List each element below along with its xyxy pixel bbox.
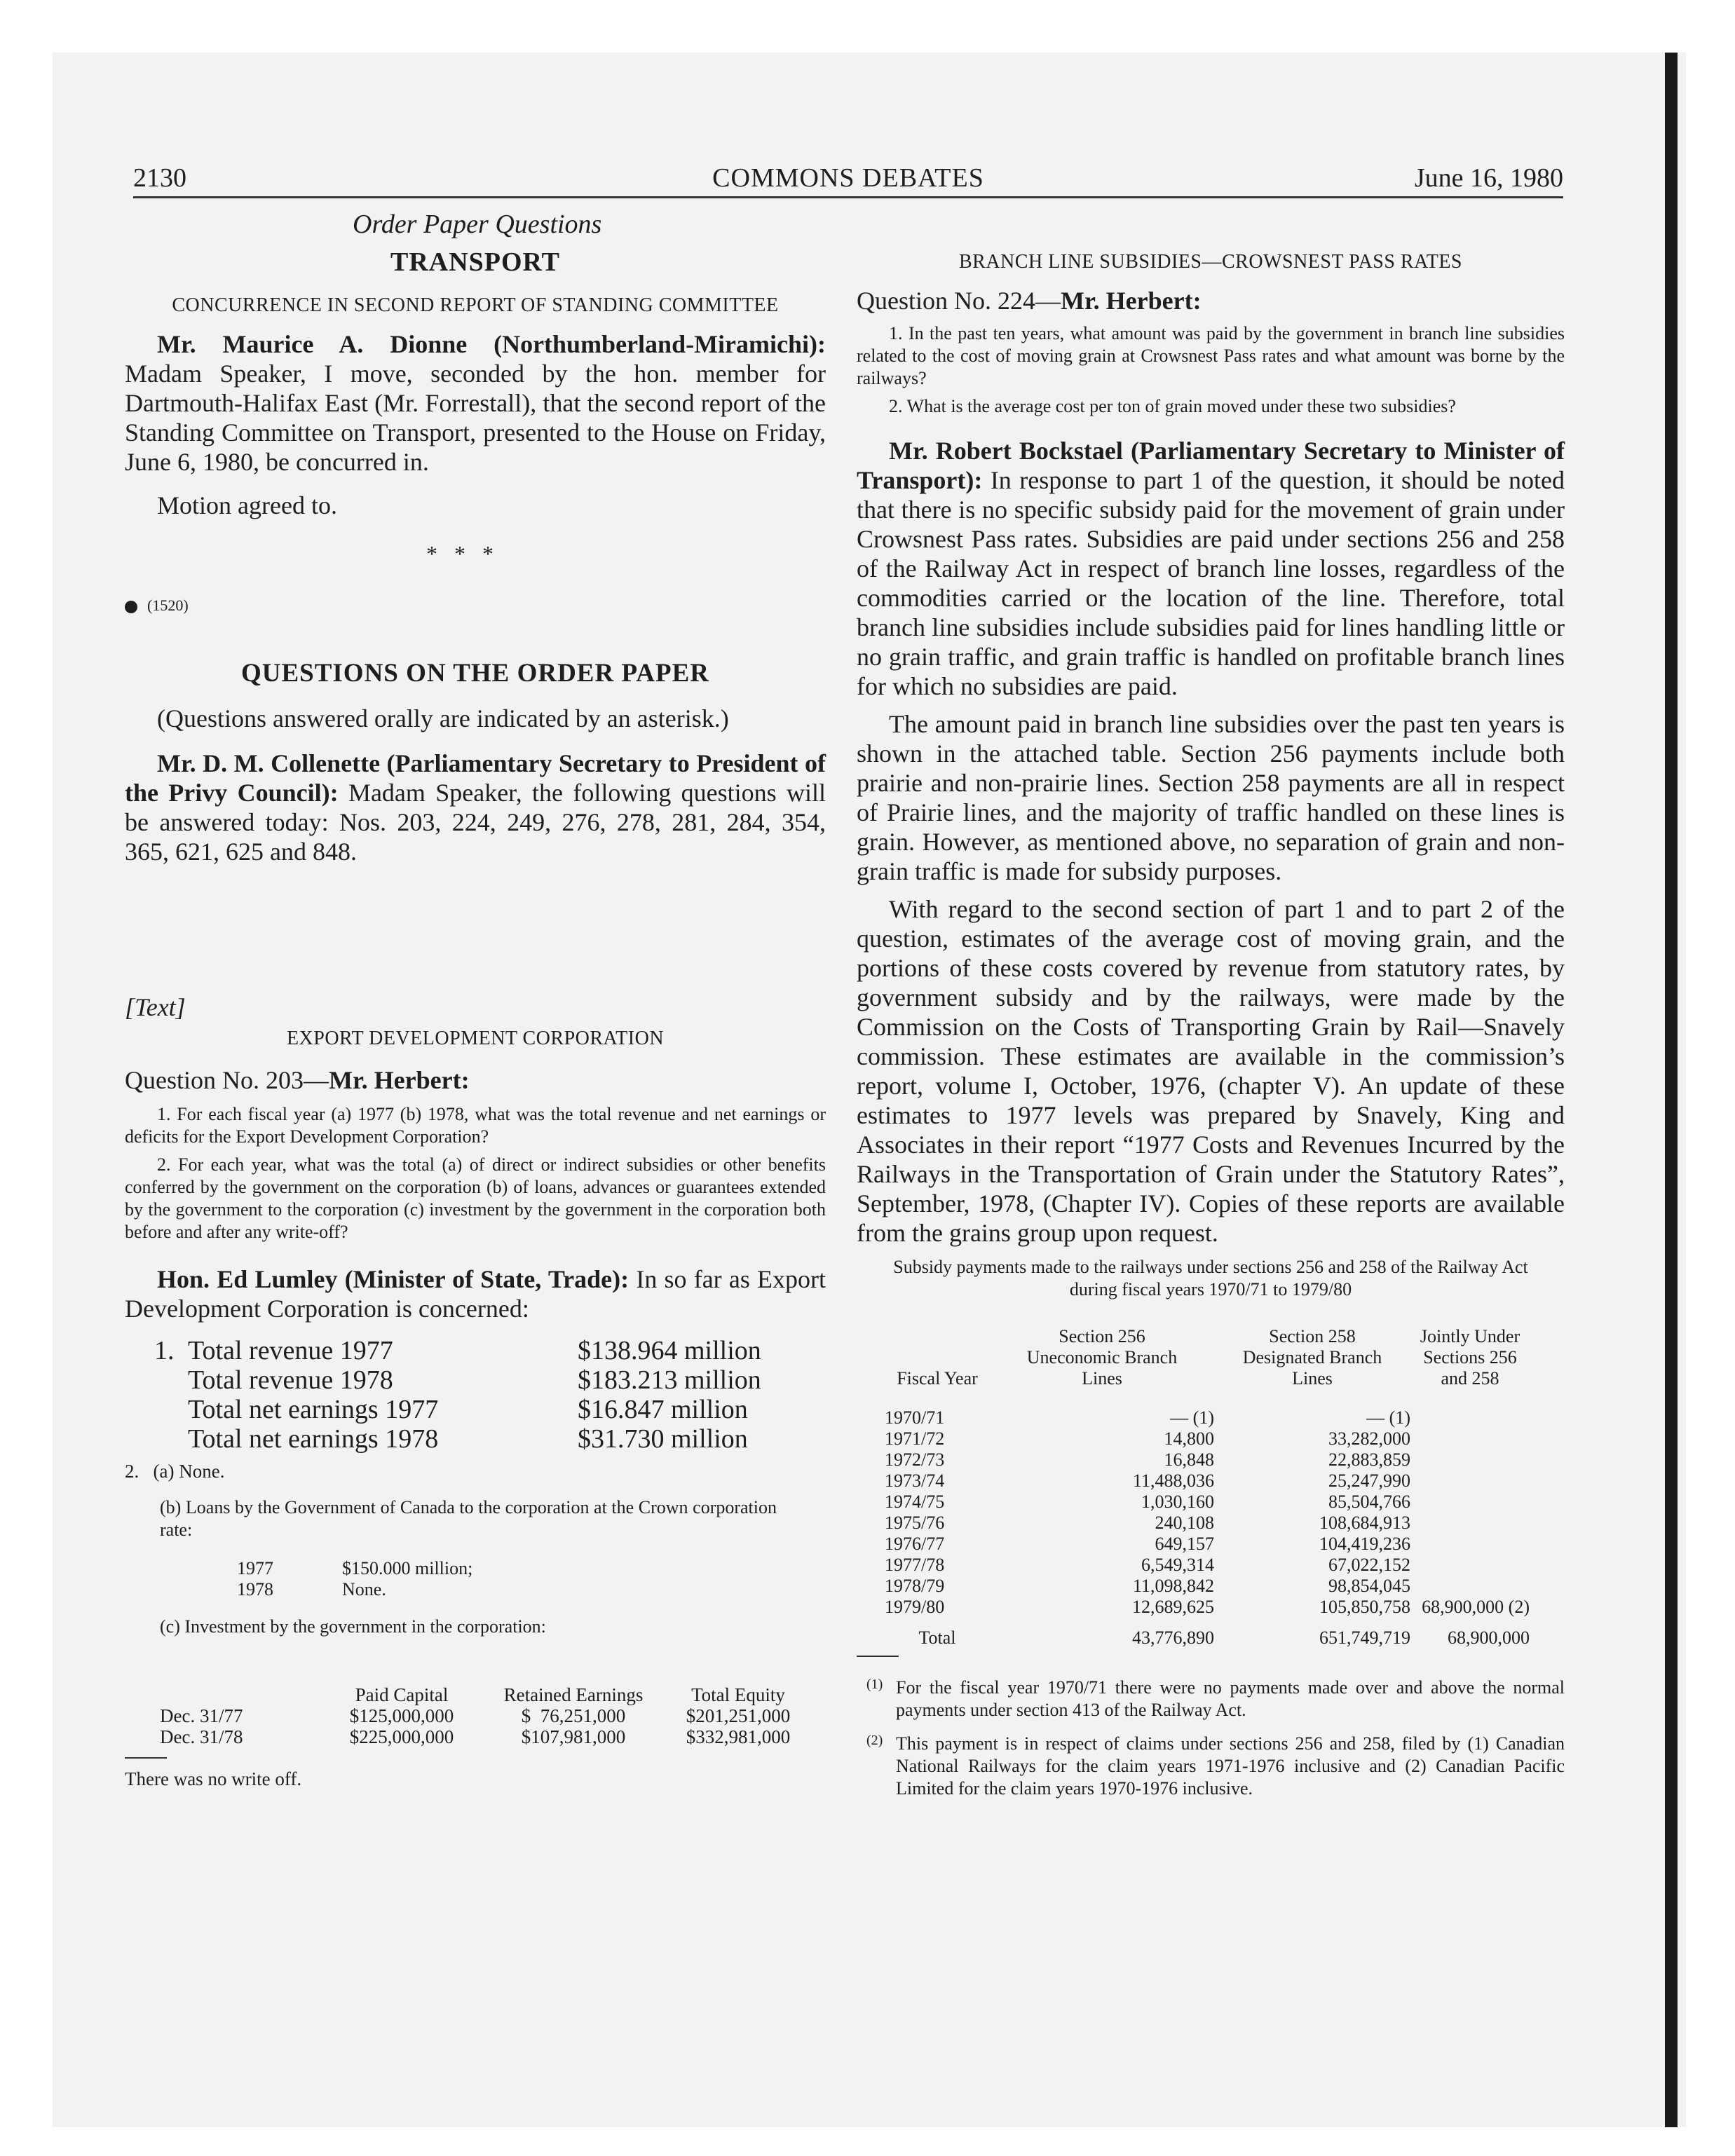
scan-edge	[1665, 53, 1678, 2127]
joint-value	[1410, 1534, 1530, 1555]
subsidy-table-caption: Subsidy payments made to the railways under sections 256 and 258 of the Railway Act during fiscal years 1970/71 to 1979/80	[893, 1257, 1528, 1299]
table-row	[885, 1449, 1530, 1471]
item-number: 1.	[154, 1336, 175, 1365]
edc-subhead: EXPORT DEVELOPMENT CORPORATION	[286, 1028, 665, 1049]
fiscal-year: 1976/77	[885, 1534, 945, 1554]
joint-value	[1410, 1576, 1530, 1597]
bullet-icon	[125, 601, 137, 613]
table-row	[885, 1513, 1530, 1534]
table-row	[160, 1705, 805, 1726]
fiscal-year: 1973/74	[885, 1471, 945, 1491]
table-row	[237, 1579, 472, 1600]
page-header	[133, 160, 1563, 198]
footnote-1-text: For the fiscal year 1970/71 there were no payments made over and above the normal payments under section 413 of the Railway Act.	[896, 1677, 1565, 1720]
section-256-value: 12,689,625	[1132, 1597, 1214, 1617]
section-title: TRANSPORT	[390, 247, 561, 277]
section-256-value: 16,848	[1164, 1449, 1214, 1470]
loan-year: 1978	[237, 1579, 273, 1599]
table-row	[885, 1555, 1530, 1576]
item-2c: (c) Investment by the government in the corporation:	[160, 1616, 546, 1637]
table-rule	[125, 1757, 167, 1759]
collenette-paragraph	[125, 749, 826, 866]
concurrence-subhead: CONCURRENCE IN SECOND REPORT OF STANDING COMMITTEE	[172, 294, 779, 316]
subsidy-table	[885, 1326, 1530, 1649]
table-row	[154, 1336, 761, 1365]
table-cell: Dec. 31/77	[160, 1705, 243, 1726]
table-cell: $225,000,000	[349, 1726, 454, 1747]
section-258-value: 85,504,766	[1328, 1492, 1410, 1512]
subsidy-paragraph-2: The amount paid in branch line subsidies over the past ten years is shown in the attached table. Section 256 payments include both prairie and non-prairie lines. Section 258 payments are all in respect of Prairie lines, and the majority of traffic handled on these lines is grain. However, as mentioned above, no separation of grain and non-grain traffic is made for subsidy purposes.	[857, 710, 1565, 885]
column-header: Paid Capital	[355, 1684, 449, 1705]
section-258-value: 108,684,913	[1319, 1513, 1410, 1533]
bockstael-text: In response to part 1 of the question, it should be noted that there is no specific subsidy paid for the movement of grain under Crowsnest Pass rates. Subsidies are paid under sections 256 and 258 of the Railway Act in respect of branch line losses, regardless of the commodities carried or the location of the line. Therefore, total branch line subsidies include subsidies paid for lines handling little or no grain traffic, and grain traffic is handled on profitable branch lines for which no subsidies are paid.	[857, 466, 1565, 700]
section-256-value: 11,488,036	[1132, 1471, 1214, 1491]
time-marker-text: (1520)	[147, 596, 189, 614]
item-number	[154, 1365, 188, 1395]
motion-agreed: Motion agreed to.	[157, 491, 337, 519]
question-224-heading	[857, 286, 1565, 315]
fiscal-year: 1974/75	[885, 1492, 945, 1512]
item-2b: (b) Loans by the Government of Canada to the corporation at the Crown corporation rate:	[160, 1497, 777, 1540]
section-label: Order Paper Questions	[353, 210, 602, 239]
column-header: Section 258 Designated Branch Lines	[1242, 1326, 1382, 1389]
fiscal-year: 1977/78	[885, 1555, 945, 1575]
fiscal-year: 1970/71	[885, 1407, 945, 1428]
lumley-speaker: Hon. Ed Lumley (Minister of State, Trade):	[157, 1265, 630, 1293]
dionne-text: Madam Speaker, I move, seconded by the hon. member for Dartmouth-Halifax East (Mr. Forrestall), that the second report of the Standing Committee on Transport, presented to the House on Friday, June 6, 1980, be concurred in.	[125, 360, 826, 476]
joint-value	[1410, 1555, 1530, 1576]
footnote-1	[866, 1677, 1565, 1721]
total-label: Total	[918, 1628, 956, 1648]
question-224-asker: Mr. Herbert:	[1061, 287, 1202, 315]
subsidy-paragraph-3: With regard to the second section of part 1 and to part 2 of the question, estimates of the average cost of moving grain, and the portions of these costs covered by revenue from statutory rates, by government subsidy and by the railways, were made by the Commission on the Costs of Transporting Grain by Rail—Snavely commission. These estimates are available in the commission’s report, volume I, October, 1976, (chapter V). An update of these estimates to 1977 levels was prepared by Snavely, King and Associates in their report “1977 Costs and Revenues Incurred by the Railways in the Transportation of Grain under the Statutory Rates”, September, 1978, (Chapter IV). Copies of these reports are available from the grains group upon request.	[857, 895, 1565, 1247]
footnote-2-text: This payment is in respect of claims under sections 256 and 258, filed by (1) Canadian National Railways for the claim years 1971-1976 inclusive and (2) Canadian Pacific Limited for the claim years 1970-1976 inclusive.	[896, 1733, 1565, 1799]
column-header: Jointly Under Sections 256 and 258	[1420, 1326, 1520, 1389]
joint-value	[1410, 1407, 1530, 1428]
section-258-value: 98,854,045	[1328, 1576, 1410, 1596]
issue-date: June 16, 1980	[1414, 163, 1563, 193]
no-writeoff-note: There was no write off.	[125, 1768, 302, 1789]
joint-value: 68,900,000 (2)	[1422, 1597, 1530, 1617]
section-256-value: 6,549,314	[1141, 1555, 1214, 1575]
table-row	[154, 1395, 761, 1424]
table-row	[154, 1424, 761, 1454]
section-258-value: — (1)	[1366, 1407, 1410, 1428]
table-row	[885, 1407, 1530, 1428]
left-column	[125, 203, 826, 1790]
time-marker	[125, 596, 826, 615]
table-row	[885, 1534, 1530, 1555]
question-203-asker: Mr. Herbert:	[329, 1066, 470, 1094]
table-row	[885, 1597, 1530, 1618]
fiscal-year: 1978/79	[885, 1576, 945, 1596]
question-224-label: Question No. 224—	[857, 287, 1061, 315]
financial-label: Total net earnings 1978	[188, 1424, 439, 1454]
table-cell: Dec. 31/78	[160, 1726, 243, 1747]
section-258-value: 105,850,758	[1319, 1597, 1410, 1617]
loan-year: 1977	[237, 1558, 273, 1578]
financial-value: $16.847 million	[578, 1395, 748, 1424]
joint-total: 68,900,000	[1448, 1628, 1530, 1648]
section-258-value: 104,419,236	[1319, 1534, 1410, 1554]
financial-label: Total net earnings 1977	[188, 1395, 439, 1424]
footnote-2	[866, 1733, 1565, 1800]
publication-title: COMMONS DEBATES	[712, 163, 984, 193]
financial-value: $138.964 million	[578, 1336, 761, 1365]
table-header-row	[160, 1684, 805, 1705]
dionne-speaker: Mr. Maurice A. Dionne (Northumberland-Miramichi):	[157, 330, 826, 358]
financial-label: Total revenue 1978	[188, 1365, 393, 1395]
table-rule	[857, 1656, 899, 1657]
column-header: Total Equity	[691, 1684, 785, 1705]
loan-value: $150.000 million;	[342, 1558, 473, 1578]
table-row	[237, 1558, 472, 1579]
joint-value	[1410, 1492, 1530, 1513]
collenette-speaker: Mr. D. M. Collenette (Parliamentary Secretary to President of the Privy Council):	[125, 749, 826, 807]
table-spacer-row	[885, 1618, 1530, 1628]
section-258-value: 25,247,990	[1328, 1471, 1410, 1491]
fiscal-year: 1975/76	[885, 1513, 945, 1533]
table-cell: $ 76,251,000	[521, 1705, 626, 1726]
questions-title: QUESTIONS ON THE ORDER PAPER	[240, 659, 710, 688]
financial-value: $31.730 million	[578, 1424, 748, 1454]
question-203-part2: 2. For each year, what was the total (a) of direct or indirect subsidies or other benefits conferred by the government on the corporation (b) of loans, advances or guarantees extended by the government to the corporation (c) investment by the government in the corporation both before and after any write-off?	[125, 1154, 826, 1242]
separator-stars: * * *	[426, 541, 494, 566]
table-cell: $107,981,000	[521, 1726, 626, 1747]
joint-value	[1410, 1428, 1530, 1449]
lumley-text: In so far as Export Development Corporation is concerned:	[125, 1265, 826, 1323]
loan-value: None.	[342, 1579, 386, 1599]
bockstael-speaker: Mr. Robert Bockstael (Parliamentary Secretary to Minister of Transport):	[857, 437, 1565, 494]
joint-value	[1410, 1513, 1530, 1534]
fiscal-year: 1971/72	[885, 1428, 945, 1449]
section-256-value: 1,030,160	[1141, 1492, 1214, 1512]
column-header: Section 256 Uneconomic Branch Lines	[1026, 1326, 1178, 1389]
financial-label: Total revenue 1977	[188, 1336, 393, 1365]
financials-table	[154, 1336, 761, 1454]
section-258-value: 67,022,152	[1328, 1555, 1410, 1575]
section-256-value: 240,108	[1155, 1513, 1214, 1533]
table-cell: $125,000,000	[349, 1705, 454, 1726]
section-258-value: 33,282,000	[1328, 1428, 1410, 1449]
table-header-row	[885, 1326, 1530, 1389]
table-row	[885, 1428, 1530, 1449]
table-row	[885, 1471, 1530, 1492]
questions-note: (Questions answered orally are indicated by an asterisk.)	[157, 704, 729, 732]
section-256-value: 14,800	[1164, 1428, 1214, 1449]
dionne-paragraph	[125, 329, 826, 477]
financial-value: $183.213 million	[578, 1365, 761, 1395]
table-row	[154, 1365, 761, 1395]
column-header: Fiscal Year	[897, 1368, 978, 1389]
item-number	[154, 1395, 188, 1424]
table-total-row	[885, 1628, 1530, 1649]
table-row	[885, 1492, 1530, 1513]
footnote-2-marker: (2)	[866, 1733, 883, 1748]
section-258-total: 651,749,719	[1319, 1628, 1410, 1648]
question-224-part1: 1. In the past ten years, what amount was paid by the government in branch line subsidies related to the cost of moving grain at Crowsnest Pass rates and what amount was borne by the railways?	[857, 323, 1565, 388]
question-203-label: Question No. 203—	[125, 1066, 329, 1094]
section-256-value: 11,098,842	[1132, 1576, 1214, 1596]
section-258-value: 22,883,859	[1328, 1449, 1410, 1470]
table-spacer-row	[885, 1389, 1530, 1407]
fiscal-year: 1972/73	[885, 1449, 945, 1470]
section-256-value: — (1)	[1170, 1407, 1214, 1428]
column-header: Retained Earnings	[503, 1684, 644, 1705]
footnote-1-marker: (1)	[866, 1677, 883, 1692]
section-256-value: 649,157	[1155, 1534, 1214, 1554]
table-row	[160, 1726, 805, 1747]
table-cell: $332,981,000	[686, 1726, 791, 1747]
branch-line-subhead: BRANCH LINE SUBSIDIES—CROWSNEST PASS RATES	[958, 251, 1463, 273]
table-cell: $201,251,000	[686, 1705, 791, 1726]
joint-value	[1410, 1471, 1530, 1492]
question-203-heading	[125, 1065, 826, 1095]
joint-value	[1410, 1449, 1530, 1471]
item-number	[154, 1424, 188, 1454]
question-203-part1: 1. For each fiscal year (a) 1977 (b) 1978, what was the total revenue and net earnings or deficits for the Export Development Corporation?	[125, 1104, 826, 1147]
item-2a: 2. (a) None.	[125, 1461, 225, 1482]
table-row	[885, 1576, 1530, 1597]
right-column	[857, 203, 1565, 1800]
page-number: 2130	[133, 163, 186, 193]
bockstael-paragraph	[857, 436, 1565, 701]
loans-table	[237, 1558, 472, 1600]
column-header	[160, 1684, 328, 1705]
section-256-total: 43,776,890	[1132, 1628, 1214, 1648]
investment-table	[160, 1684, 805, 1747]
fiscal-year: 1979/80	[885, 1597, 945, 1617]
lumley-paragraph	[125, 1264, 826, 1323]
text-marker: [Text]	[125, 993, 186, 1021]
collenette-text: Madam Speaker, the following questions will be answered today: Nos. 203, 224, 249, 276, 278, 281, 284, 354, 365, 621, 625 and 848.	[125, 779, 826, 866]
question-224-part2: 2. What is the average cost per ton of grain moved under these two subsidies?	[889, 396, 1456, 416]
